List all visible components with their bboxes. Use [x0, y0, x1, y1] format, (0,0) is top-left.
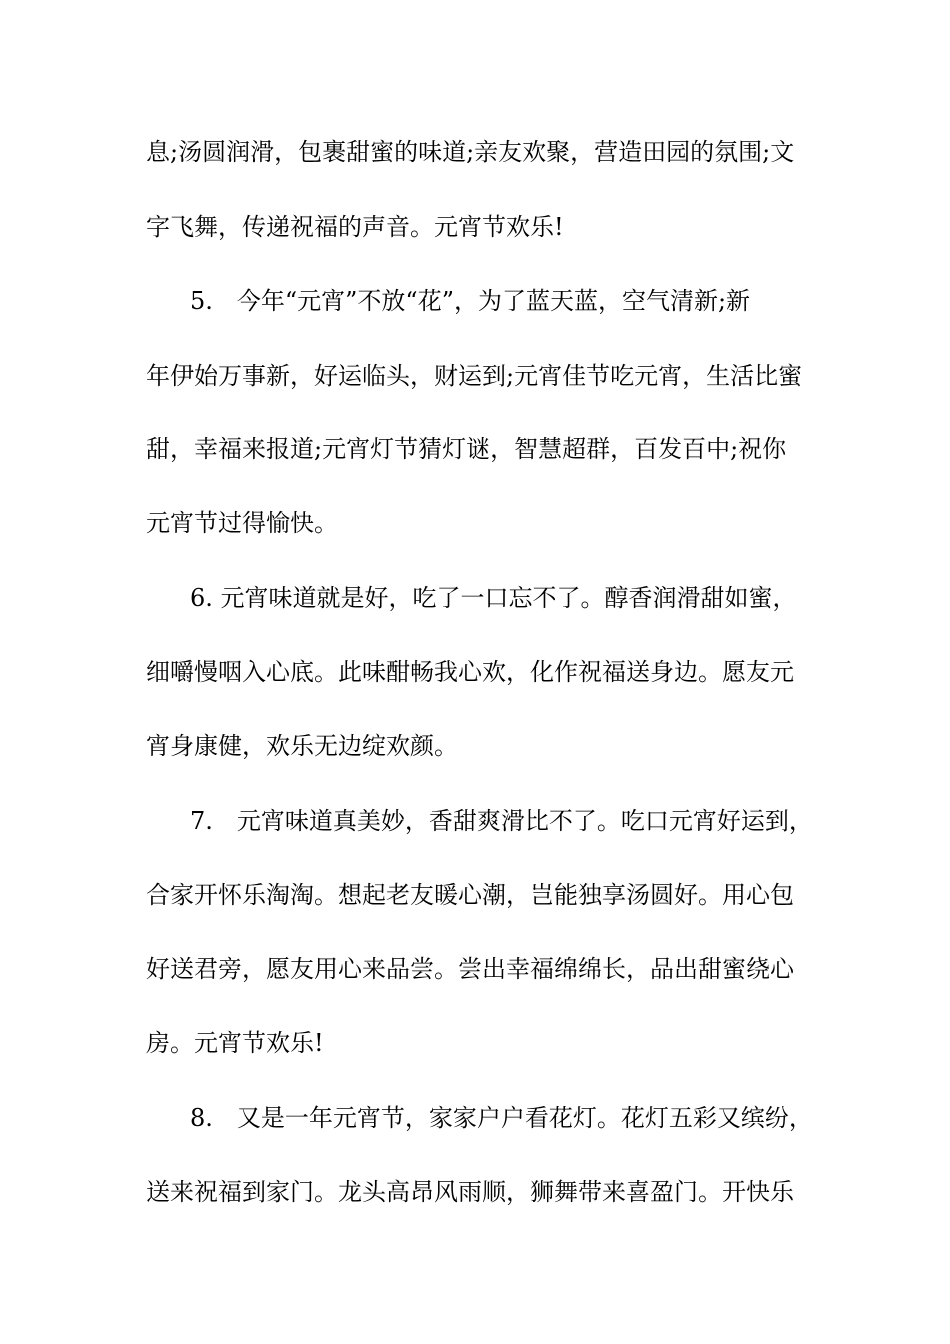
text-line: 息;汤圆润滑，包裹甜蜜的味道;亲友欢聚，营造田园的氛围;文	[146, 138, 795, 166]
text-line: 好送君旁，愿友用心来品尝。尝出幸福绵绵长，品出甜蜜绕心	[146, 955, 794, 983]
paragraph-5-line: 5. 今年“元宵”不放“花”，为了蓝天蓝，空气清新;新	[190, 287, 751, 315]
paragraph-8-line: 8. 又是一年元宵节，家家户户看花灯。花灯五彩又缤纷，	[190, 1104, 813, 1132]
text-line: 甜，幸福来报道;元宵灯节猜灯谜，智慧超群，百发百中;祝你	[146, 435, 787, 463]
text-line: 房。元宵节欢乐!	[146, 1029, 324, 1057]
paragraph-7-line: 7. 元宵味道真美妙，香甜爽滑比不了。吃口元宵好运到，	[190, 807, 813, 835]
text-line: 合家开怀乐淘淘。想起老友暖心潮，岂能独享汤圆好。用心包	[146, 881, 794, 909]
text-line: 字飞舞，传递祝福的声音。元宵节欢乐!	[146, 213, 564, 241]
text-line: 细嚼慢咽入心底。此味酣畅我心欢，化作祝福送身边。愿友元	[146, 658, 794, 686]
text-line: 年伊始万事新，好运临头，财运到;元宵佳节吃元宵，生活比蜜	[146, 362, 803, 390]
paragraph-6-line: 6. 元宵味道就是好，吃了一口忘不了。醇香润滑甜如蜜，	[190, 584, 797, 612]
text-line: 元宵节过得愉快。	[146, 509, 338, 537]
text-line: 宵身康健，欢乐无边绽欢颜。	[146, 732, 458, 760]
text-line: 送来祝福到家门。龙头高昂风雨顺，狮舞带来喜盈门。开快乐	[146, 1178, 794, 1206]
